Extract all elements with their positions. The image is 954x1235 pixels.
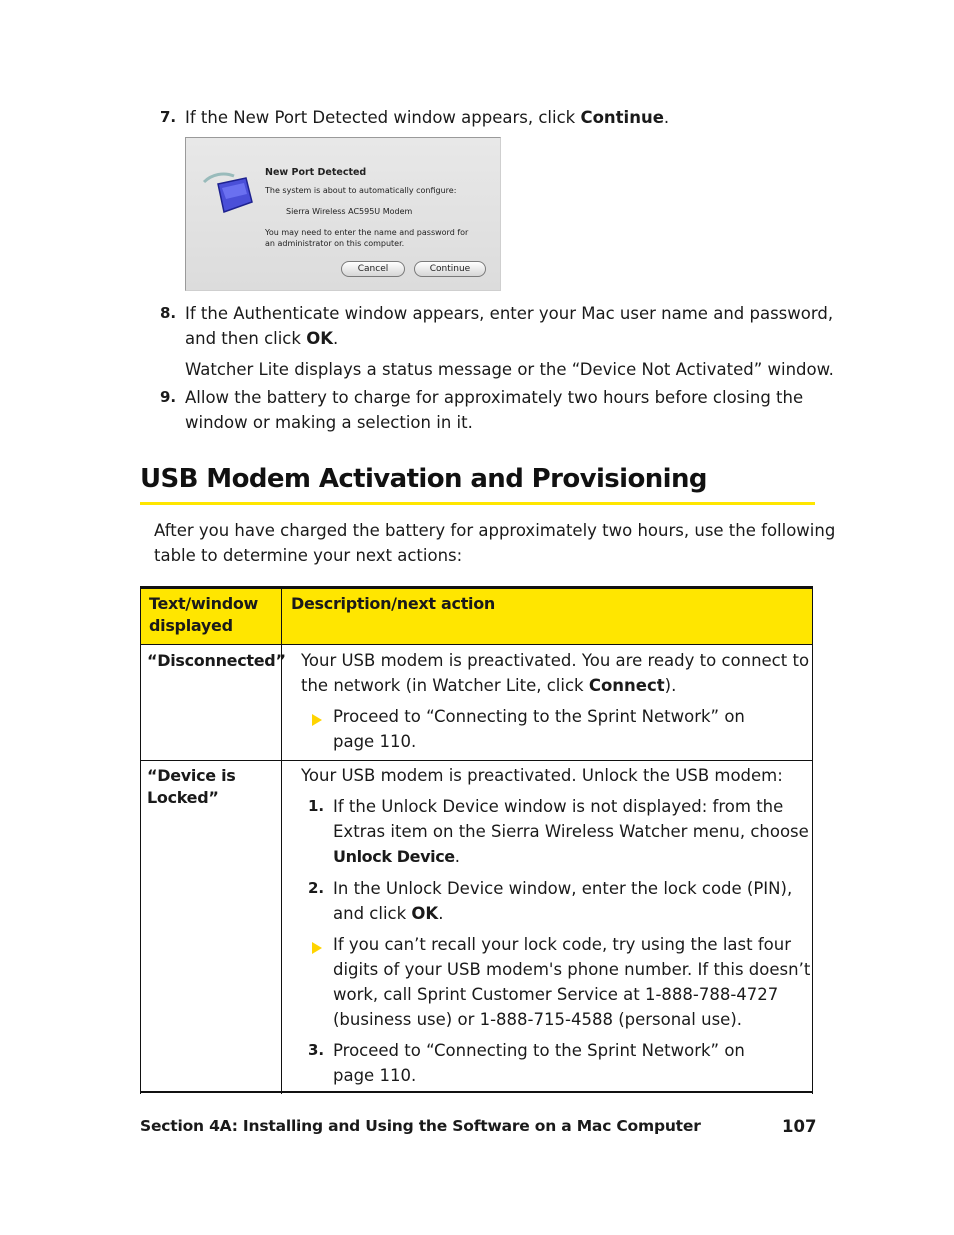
table-right-border	[812, 589, 813, 1094]
step-number: 9.	[160, 388, 177, 406]
desc-line	[301, 673, 809, 698]
continue-ref: Continue	[580, 108, 664, 127]
step-line	[333, 901, 443, 926]
row2-step-2	[308, 876, 808, 926]
bullet-arrow-icon	[312, 714, 322, 726]
heading-rule	[140, 502, 815, 505]
step-line: page 110.	[333, 1066, 417, 1085]
new-port-dialog-screenshot	[185, 137, 501, 291]
step-number: 3.	[308, 1041, 325, 1059]
actions-table	[140, 586, 813, 1093]
table-left-border	[140, 589, 141, 1094]
key-line: Locked”	[147, 788, 219, 807]
cancel-button[interactable]: Cancel	[341, 261, 405, 277]
step-number: 2.	[308, 879, 325, 897]
row1-description	[301, 648, 809, 698]
row-divider	[140, 760, 813, 761]
step-text-post: .	[333, 329, 339, 348]
step-line: If the Authenticate window appears, enter your Mac user name and password,	[185, 304, 834, 323]
desc-text-post: ).	[664, 676, 677, 695]
step-text-pre: and then click	[185, 329, 307, 348]
row-key-disconnected: “Disconnected”	[147, 651, 286, 670]
bullet-line: page 110.	[333, 732, 417, 751]
row-key-device-locked	[147, 765, 235, 809]
step-line: If the Unlock Device window is not displayed: from the	[333, 797, 784, 816]
step-8	[160, 301, 834, 351]
dialog-line-4: an administrator on this computer.	[265, 239, 405, 248]
intro-line: After you have charged the battery for approximately two hours, use the following	[154, 521, 836, 540]
unlock-device-ref: Unlock Device	[333, 847, 455, 866]
bullet-arrow-icon	[312, 942, 322, 954]
modem-card-icon	[200, 168, 256, 218]
step-number: 7.	[160, 108, 177, 126]
step-text	[185, 105, 669, 130]
bullet-line: Proceed to “Connecting to the Sprint Network” on	[333, 707, 745, 726]
desc-line: Your USB modem is preactivated. You are ready to connect to	[301, 651, 810, 670]
row2-step-1	[308, 794, 808, 870]
table-header-col2: Description/next action	[291, 594, 496, 613]
step-number: 1.	[308, 797, 325, 815]
row1-bullet	[333, 704, 745, 754]
row2-intro: Your USB modem is preactivated. Unlock the USB modem:	[301, 766, 783, 785]
row2-step-3	[308, 1038, 808, 1088]
ok-ref: OK	[411, 904, 439, 923]
dialog-device: Sierra Wireless AC595U Modem	[286, 207, 413, 216]
continue-button[interactable]: Continue	[414, 261, 486, 277]
step-line: window or making a selection in it.	[185, 413, 473, 432]
step-9	[160, 385, 820, 435]
key-line: “Device is	[147, 766, 236, 785]
header-col1-line: Text/window	[149, 594, 259, 613]
intro-line: table to determine your next actions:	[154, 546, 463, 565]
header-col1-line: displayed	[149, 616, 233, 635]
step-text-pre: and click	[333, 904, 412, 923]
step-line: In the Unlock Device window, enter the lock code (PIN),	[333, 879, 793, 898]
section-heading: USB Modem Activation and Provisioning	[140, 464, 707, 494]
step-text-pre: If the New Port Detected window appears, click	[185, 108, 581, 127]
step-line: Allow the battery to charge for approximately two hours before closing the	[185, 388, 804, 407]
step-line	[333, 844, 460, 869]
desc-text-pre: the network (in Watcher Lite, click	[301, 676, 589, 695]
dialog-line-3: You may need to enter the name and password for	[265, 228, 469, 237]
bullet-line: (business use) or 1-888-715-4588 (personal use).	[333, 1010, 743, 1029]
page-number: 107	[782, 1117, 817, 1136]
bullet-line: work, call Sprint Customer Service at 1-888-788-4727	[333, 985, 779, 1004]
dialog-title: New Port Detected	[265, 167, 367, 178]
connect-ref: Connect	[588, 676, 665, 695]
section-intro	[154, 518, 835, 568]
table-header-col1	[149, 593, 258, 637]
step-text-post: .	[663, 108, 670, 127]
footer-section-title: Section 4A: Installing and Using the Software on a Mac Computer	[140, 1117, 701, 1135]
bullet-line: digits of your USB modem's phone number. If this doesn’t	[333, 960, 811, 979]
header-divider	[140, 644, 813, 645]
watcher-note: Watcher Lite displays a status message or the “Device Not Activated” window.	[185, 360, 834, 379]
ok-ref: OK	[306, 329, 333, 348]
step-line: Proceed to “Connecting to the Sprint Network” on	[333, 1041, 745, 1060]
step-text-post: .	[438, 904, 444, 923]
step-number: 8.	[160, 304, 177, 322]
step-text-post: .	[454, 847, 460, 866]
row2-bullet	[333, 932, 810, 1032]
step-line: Extras item on the Sierra Wireless Watcher menu, choose	[333, 822, 809, 841]
bullet-line: If you can’t recall your lock code, try using the last four	[333, 935, 791, 954]
step-line	[185, 326, 338, 351]
dialog-line-1: The system is about to automatically configure:	[265, 186, 457, 195]
